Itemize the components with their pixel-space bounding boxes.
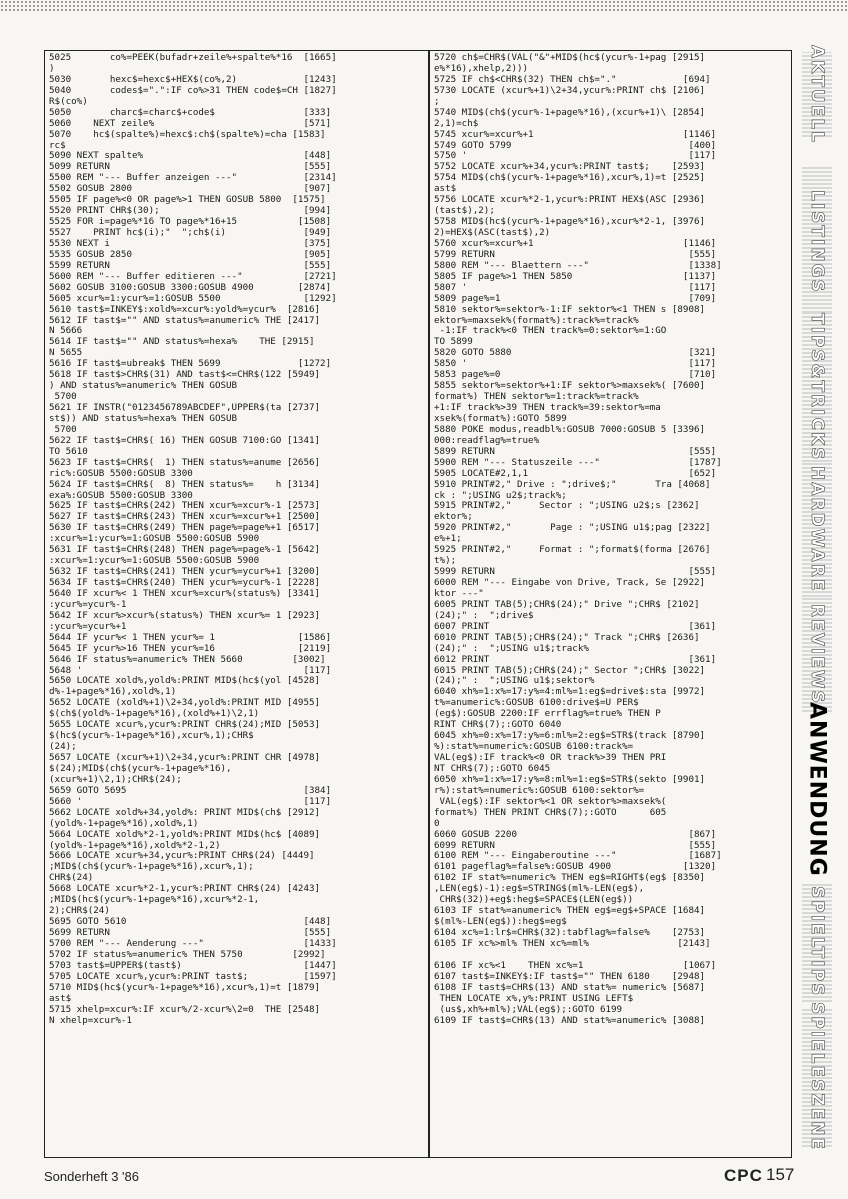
section-tab-aktuell — [802, 45, 832, 145]
section-tab-label: REVIEWS — [807, 604, 827, 705]
code-line: $(ml%-LEN(eg$)):heg$=eg$ — [434, 916, 567, 928]
code-line: $(hc$(ycur%-1+page%*16),xcur%,1);CHR$ — [49, 730, 254, 742]
code-line: 6106 IF xc%<1 THEN xc%=1 [1067] — [434, 959, 717, 971]
code-line: st$)) AND status%=hexa% THEN GOSUB — [49, 412, 238, 424]
code-line: 5754 MID$(ch$(ycur%-1+page%*16),xcur%,1)=t [2525] — [434, 172, 706, 184]
code-line: 5750 ' [117] — [434, 150, 717, 162]
code-line: CHR$(24) — [49, 872, 94, 884]
code-line: 6103 IF stat%=anumeric% THEN eg$=eg$+SPACE [1684] — [434, 905, 706, 917]
section-tab-label: HARDWARE — [807, 466, 827, 593]
code-line: d%-1+page%*16),xold%,1) — [49, 686, 177, 698]
code-line: 5853 page%=0 [710] — [434, 369, 717, 381]
code-line: rc$ — [49, 139, 66, 151]
code-line: 6102 IF stat%=numeric% THEN eg$=RIGHT$(eg$ [8350] — [434, 872, 706, 884]
code-line: 5700 — [49, 423, 77, 435]
code-line: 5505 IF page%<0 OR page%>1 THEN GOSUB 5800 [1575] — [49, 194, 326, 206]
listing-column-left — [44, 50, 429, 1158]
code-line: 5618 IF tast$>CHR$(31) AND tast$<=CHR$(122 [5949] — [49, 369, 321, 381]
code-line: 5040 codes$=".":IF co%>31 THEN code$=CH [1827] — [49, 84, 337, 96]
code-line: 5720 ch$=CHR$(VAL("&"+MID$(hc$(ycur%-1+pag [2915] — [434, 52, 706, 63]
code-line: 5602 GOSUB 3100:GOSUB 3300:GOSUB 4900 [2874] — [49, 281, 332, 293]
section-tab-reviews — [802, 597, 832, 712]
code-line: (yold%-1+page%*16),xold%*2-1,2) — [49, 839, 221, 851]
code-line: 5710 MID$(hc$(ycur%-1+page%*16),xcur%,1)=t [1879] — [49, 981, 321, 993]
code-line: 5756 LOCATE xcur%*2-1,ycur%:PRINT HEX$(ASC [2936] — [434, 194, 706, 206]
code-line: 5760 xcur%=xcur%+1 [1146] — [434, 237, 717, 249]
code-line: (xcur%+1)\2,1);CHR$(24); — [49, 773, 182, 785]
code-line: N xhelp=xcur%-1 — [49, 1014, 132, 1026]
code-line: 5807 ' [117] — [434, 281, 717, 293]
code-line: TO 5610 — [49, 445, 88, 457]
code-line: 6045 xh%=0:x%=17:y%=6:ml%=2:eg$=STR$(track [8790] — [434, 730, 706, 742]
code-line: 5599 RETURN [555] — [49, 259, 332, 271]
code-line: 5740 MID$(ch$(ycur%-1+page%*16),(xcur%+1)\ [2854] — [434, 106, 706, 118]
code-line: 5527 PRINT hc$(i);" ";ch$(i) [949] — [49, 227, 332, 238]
code-line: 5659 GOTO 5695 [384] — [49, 784, 332, 796]
code-line: 5610 tast$=INKEY$:xold%=xcur%:yold%=ycur% [2816] — [49, 303, 321, 315]
code-line: ast$ — [434, 183, 457, 195]
code-line: 5850 ' [117] — [434, 358, 717, 370]
code-line: ) — [49, 62, 55, 74]
code-line: 5622 IF tast$=CHR$( 16) THEN GOSUB 7100:GO [1341] — [49, 434, 321, 446]
code-line: 5910 PRINT#2," Drive : ";drive$;" Tra [4068] — [434, 478, 711, 490]
code-line: 5614 IF tast$="" AND status%=hexa% THE [2915] — [49, 336, 315, 348]
code-line: 5600 REM "--- Buffer editieren ---" [2721] — [49, 270, 337, 282]
code-line: 5745 xcur%=xcur%+1 [1146] — [434, 128, 717, 140]
code-line: 5905 LOCATE#2,1,1 [652] — [434, 467, 717, 479]
code-line: 5799 RETURN [555] — [434, 248, 717, 260]
section-tabs — [796, 45, 838, 1152]
code-line: format%) THEN sektor%=1:track%=track% — [434, 391, 639, 403]
code-line: format%) THEN PRINT CHR$(7);:GOTO 605 — [434, 806, 667, 818]
code-line: 5631 IF tast$=CHR$(248) THEN page%=page%-1 [5642] — [49, 544, 321, 556]
code-line: 6105 IF xc%>ml% THEN xc%=ml% [2143] — [434, 937, 711, 949]
code-line: 6040 xh%=1:x%=17:y%=4:ml%=1:eg$=drive$:sta [9972] — [434, 686, 706, 698]
section-tab-anwendung — [802, 702, 832, 877]
code-line: 5644 IF ycur%< 1 THEN ycur%= 1 [1586] — [49, 631, 332, 643]
code-line: 5800 REM "--- Blaettern ---" [1338] — [434, 259, 722, 271]
code-line: 5500 REM "--- Buffer anzeigen ---" [2314] — [49, 172, 337, 184]
code-line: 5090 NEXT spalte% [448] — [49, 150, 332, 162]
section-tab-tips — [802, 312, 832, 462]
code-line: 5640 IF xcur%< 1 THEN xcur%=xcur%(status%) [3341] — [49, 587, 321, 599]
code-line: :ycur%=ycur%+1 — [49, 620, 127, 632]
code-line: 5820 GOTO 5880 [321] — [434, 347, 717, 359]
code-line: (yold%-1+page%*16),xold%,1) — [49, 817, 199, 829]
code-line: RINT CHR$(7);:GOTO 6040 — [434, 719, 562, 731]
code-line: VAL(eg$):IF track%<0 OR track%>39 THEN PRI — [434, 752, 667, 763]
code-line: 5646 IF status%=anumeric% THEN 5660 [3002] — [49, 653, 326, 665]
code-line: R$(co%) — [49, 95, 88, 107]
code-line: :ycur%=ycur%-1 — [49, 598, 127, 610]
code-line: 5650 LOCATE xold%,yold%:PRINT MID$(hc$(yol [4528] — [49, 675, 321, 687]
code-line: 6007 PRINT [361] — [434, 620, 717, 632]
code-line: 5025 co%=PEEK(bufadr+zeile%+spalte%*16 [1665] — [49, 52, 337, 63]
code-line: ; — [434, 95, 440, 107]
code-line: 5060 NEXT zeile% [571] — [49, 117, 332, 129]
code-line: 5632 IF tast$=CHR$(241) THEN ycur%=ycur%+1 [3200] — [49, 566, 321, 578]
code-line: (us$,xh%+ml%);VAL(eg$);:GOTO 6199 — [434, 1003, 623, 1015]
code-line: 5099 RETURN [555] — [49, 161, 332, 173]
code-line: 2)=HEX$(ASC(tast$),2) — [434, 227, 551, 238]
code-line: 5925 PRINT#2," Format : ";format$(forma [2676] — [434, 544, 711, 556]
code-line: 2,1)=ch$ — [434, 117, 479, 129]
code-line: 6015 PRINT TAB(5);CHR$(24);" Sector ";CHR$ [3022] — [434, 664, 706, 676]
code-line: 5030 hexc$=hexc$+HEX$(co%,2) [1243] — [49, 73, 337, 85]
code-line: 5652 LOCATE (xold%+1)\2+34,yold%:PRINT MID [4955] — [49, 697, 321, 709]
code-line: 2);CHR$(24) — [49, 905, 110, 917]
code-line: 5630 IF tast$=CHR$(249) THEN page%=page%+1 [6517] — [49, 522, 321, 534]
code-line: 6100 REM "--- Eingaberoutine ---" [1687] — [434, 850, 722, 862]
code-line: :xcur%=1:ycur%=1:GOSUB 5500:GOSUB 5900 — [49, 555, 260, 567]
code-line: 6107 tast$=INKEY$:IF tast$="" THEN 6180 [2948] — [434, 970, 706, 982]
code-line: 5050 charc$=charc$+code$ [333] — [49, 106, 332, 118]
section-tab-label: SPIELESZENE — [807, 1002, 827, 1152]
code-line: N 5666 — [49, 325, 83, 337]
page-number: 157 — [766, 1165, 795, 1184]
code-line: 5752 LOCATE xcur%+34,ycur%:PRINT tast$; [2593] — [434, 161, 706, 173]
section-tab-listings — [802, 167, 832, 317]
code-line: 6104 xc%=1:lr$=CHR$(32):tabflag%=false% [2753] — [434, 927, 706, 938]
code-line: 5625 IF tast$=CHR$(242) THEN xcur%=xcur%-1 [2573] — [49, 500, 321, 512]
issue-label: Sonderheft 3 '86 — [44, 1169, 139, 1184]
code-line: N 5655 — [49, 347, 83, 359]
top-dot-border — [0, 0, 848, 12]
magazine-logo: CPC — [724, 1166, 763, 1185]
code-line: +1:IF track%>39 THEN track%=39:sektor%=ma — [434, 402, 661, 413]
code-line: 5525 FOR i=page%*16 TO page%*16+15 [1508] — [49, 216, 332, 228]
code-line: ;MID$(hc$(ycur%-1+page%*16),xcur%*2-1, — [49, 894, 260, 906]
section-tab-label: LISTINGS — [807, 190, 827, 294]
code-line: $(ch$(yold%-1+page%*16),(xold%+1)\2,1) — [49, 708, 260, 720]
code-line: 6060 GOSUB 2200 [867] — [434, 828, 717, 840]
code-line: 5699 RETURN [555] — [49, 927, 332, 938]
code-line: 5702 IF status%=anumeric% THEN 5750 [2992] — [49, 948, 326, 960]
code-line: 5616 IF tast$=ubreak$ THEN 5699 [1272] — [49, 358, 332, 370]
code-line: 5810 sektor%=sektor%-1:IF sektor%<1 THEN s [8908] — [434, 303, 706, 315]
code-line: 5520 PRINT CHR$(30); [994] — [49, 205, 332, 217]
section-tab-spieltips — [802, 882, 832, 1002]
code-line: (24);" : ";USING u1$;sektor% — [434, 675, 595, 687]
code-line: ktor ---" — [434, 587, 484, 599]
code-line: 5070 hc$(spalte%)=hexc$:ch$(spalte%)=cha [1583] — [49, 128, 326, 140]
code-line: 5730 LOCATE (xcur%+1)\2+34,ycur%:PRINT ch$ [2106] — [434, 84, 706, 96]
code-line: 5648 ' [117] — [49, 664, 332, 676]
code-line: (tast$),2); — [434, 205, 495, 217]
code-line: ;MID$(ch$(ycur%-1+page%*16),xcur%,1); — [49, 861, 254, 873]
code-line: :xcur%=1:ycur%=1:GOSUB 5500:GOSUB 5900 — [49, 533, 260, 545]
code-line: -1:IF track%<0 THEN track%=0:sektor%=1:GO — [434, 325, 667, 337]
code-line: 5715 xhelp=xcur%:IF xcur%/2-xcur%\2=0 THE [2548] — [49, 1003, 321, 1015]
code-line: 5999 RETURN [555] — [434, 566, 717, 578]
code-line: 5655 LOCATE xcur%,ycur%:PRINT CHR$(24);MID [5053] — [49, 719, 321, 731]
code-line: 6050 xh%=1:x%=17:y%=8:ml%=1:eg$=STR$(sekto [9901] — [434, 773, 706, 785]
code-line: e%+1; — [434, 533, 462, 545]
code-line: (eg$):GOSUB 2200:IF errflag%=true% THEN P — [434, 708, 661, 720]
code-line: 6012 PRINT [361] — [434, 653, 717, 665]
code-line: ric%:GOSUB 5500:GOSUB 3300 — [49, 467, 193, 479]
code-line: 5621 IF INSTR("0123456789ABCDEF",UPPER$(ta [2737] — [49, 402, 321, 413]
section-tab-label: TIPS&TRICKS — [807, 312, 827, 462]
code-line: 5695 GOTO 5610 [448] — [49, 916, 332, 928]
code-line: 6010 PRINT TAB(5);CHR$(24);" Track ";CHR$ [2636] — [434, 631, 700, 643]
code-line: r%):stat%=numeric%:GOSUB 6100:sektor%= — [434, 784, 645, 796]
code-line: 5855 sektor%=sektor%+1:IF sektor%>maxsek%( [7600] — [434, 380, 706, 392]
code-line: 5880 POKE modus,readbl%:GOSUB 7000:GOSUB 5 [3396] — [434, 423, 706, 435]
code-line: THEN LOCATE x%,y%:PRINT USING LEFT$ — [434, 992, 634, 1004]
code-line: 5535 GOSUB 2850 [905] — [49, 248, 332, 260]
code-line: ,LEN(eg$)-1):eg$=STRING$(ml%-LEN(eg$), — [434, 883, 645, 895]
code-line: 5660 ' [117] — [49, 795, 332, 807]
code-line: 5642 IF xcur%>xcur%(status%) THEN xcur%= 1 [2923] — [49, 609, 321, 621]
code-line: ast$ — [49, 992, 72, 1004]
code-line: 0 — [434, 817, 440, 829]
code-line: t%); — [434, 555, 457, 567]
code-line: TO 5899 — [434, 336, 473, 348]
section-tab-spieleszene — [802, 1002, 832, 1152]
code-line: 5920 PRINT#2," Page : ";USING u1$;pag [2322] — [434, 522, 711, 534]
code-line: 5899 RETURN [555] — [434, 445, 717, 457]
code-line: %):stat%=numeric%:GOSUB 6100:track%= — [434, 741, 634, 753]
code-line: 6000 REM "--- Eingabe von Drive, Track, Se [2922] — [434, 577, 706, 588]
code-line: ektor%; — [434, 511, 473, 523]
code-line: CHR$(32))+eg$:heg$=SPACE$(LEN(eg$)) — [434, 894, 634, 906]
code-line: 5624 IF tast$=CHR$( 8) THEN status%= h [3134] — [49, 478, 321, 490]
code-line: 5605 xcur%=1:ycur%=1:GOSUB 5500 [1292] — [49, 292, 337, 304]
code-line: VAL(eg$):IF sektor%<1 OR sektor%>maxsek%( — [434, 795, 667, 807]
code-line: (24);" : ";USING u1$;track% — [434, 642, 589, 654]
section-tab-hardware — [802, 462, 832, 597]
code-line: 000:readflag%=true% — [434, 434, 540, 446]
listing-column-right — [429, 50, 792, 1158]
code-line: 5502 GOSUB 2800 [907] — [49, 183, 332, 195]
code-line: 5725 IF ch$<CHR$(32) THEN ch$="." [694] — [434, 73, 711, 85]
code-line: 5915 PRINT#2," Sector : ";USING u2$;s [2362] — [434, 500, 700, 512]
code-line: exa%:GOSUB 5500:GOSUB 3300 — [49, 489, 193, 501]
code-line: xsek%(format%):GOTO 5899 — [434, 412, 567, 424]
code-line: 5634 IF tast$=CHR$(240) THEN ycur%=ycur%-1 [2228] — [49, 577, 321, 588]
code-line: (24);" : ";drive$ — [434, 609, 534, 621]
code-line: 5530 NEXT i [375] — [49, 237, 332, 249]
code-line: 5749 GOTO 5799 [400] — [434, 139, 717, 151]
code-line: 5703 tast$=UPPER$(tast$) [1447] — [49, 959, 337, 971]
section-tab-label: ANWENDUNG — [804, 702, 830, 877]
code-line: e%*16),xhelp,2))) — [434, 62, 529, 74]
code-line: 5705 LOCATE xcur%,ycur%:PRINT tast$; [1597] — [49, 970, 337, 982]
code-line: 5805 IF page%>1 THEN 5850 [1137] — [434, 270, 717, 282]
code-line: 6099 RETURN [555] — [434, 839, 717, 851]
code-line: 5645 IF ycur%>16 THEN ycur%=16 [2119] — [49, 642, 332, 654]
code-line: 5662 LOCATE xold%+34,yold%: PRINT MID$(ch$ [2912] — [49, 806, 321, 818]
code-line: $(24);MID$(ch$(ycur%-1+page%*16), — [49, 762, 232, 774]
code-line: 5700 — [49, 391, 77, 403]
code-line: 5758 MID$(hc$(ycur%-1+page%*16),xcur%*2-1, [3976] — [434, 216, 706, 228]
code-line: 6005 PRINT TAB(5);CHR$(24);" Drive ";CHR$ [2102] — [434, 598, 700, 610]
code-line: 5900 REM "--- Statuszeile ---" [1787] — [434, 456, 722, 468]
code-line: 5664 LOCATE xold%*2-1,yold%:PRINT MID$(hc$ [4089] — [49, 828, 321, 840]
code-line: ektor%=maxsek%(format%):track%=track% — [434, 314, 639, 326]
code-line: 5809 page%=1 [709] — [434, 292, 717, 304]
code-line: 5623 IF tast$=CHR$( 1) THEN status%=anume [2656] — [49, 456, 321, 468]
code-line: t%=anumeric%:GOSUB 6100:drive$=U PER$ — [434, 697, 639, 709]
section-tab-label: AKTUELL — [807, 45, 827, 145]
code-line: ) AND status%=anumeric% THEN GOSUB — [49, 380, 238, 392]
code-line: (24); — [49, 741, 77, 753]
code-line: 6109 IF tast$=CHR$(13) AND stat%=anumeric% [3088] — [434, 1014, 706, 1026]
code-line: 5657 LOCATE (xcur%+1)\2+34,ycur%:PRINT CHR [4978] — [49, 752, 321, 763]
section-tab-label: SPIELTIPS — [807, 886, 827, 998]
code-line: 5612 IF tast$="" AND status%=anumeric% THE [2417] — [49, 314, 321, 326]
code-line: 6101 pageflag%=false%:GOSUB 4900 [1320] — [434, 861, 717, 873]
code-line: NT CHR$(7);:GOTO 6045 — [434, 762, 551, 774]
code-line: 5627 IF tast$=CHR$(243) THEN xcur%=xcur%+1 [2500] — [49, 511, 321, 523]
code-line: 6108 IF tast$=CHR$(13) AND stat%= numeric% [5687] — [434, 981, 706, 993]
code-line: ck : ";USING u2$;track%; — [434, 489, 567, 501]
code-line: 5666 LOCATE xcur%+34,ycur%:PRINT CHR$(24) [4449] — [49, 850, 315, 862]
code-line: 5668 LOCATE xcur%*2-1,ycur%:PRINT CHR$(24) [4243] — [49, 883, 321, 895]
code-line: 5700 REM "--- Aenderung ---" [1433] — [49, 937, 337, 949]
